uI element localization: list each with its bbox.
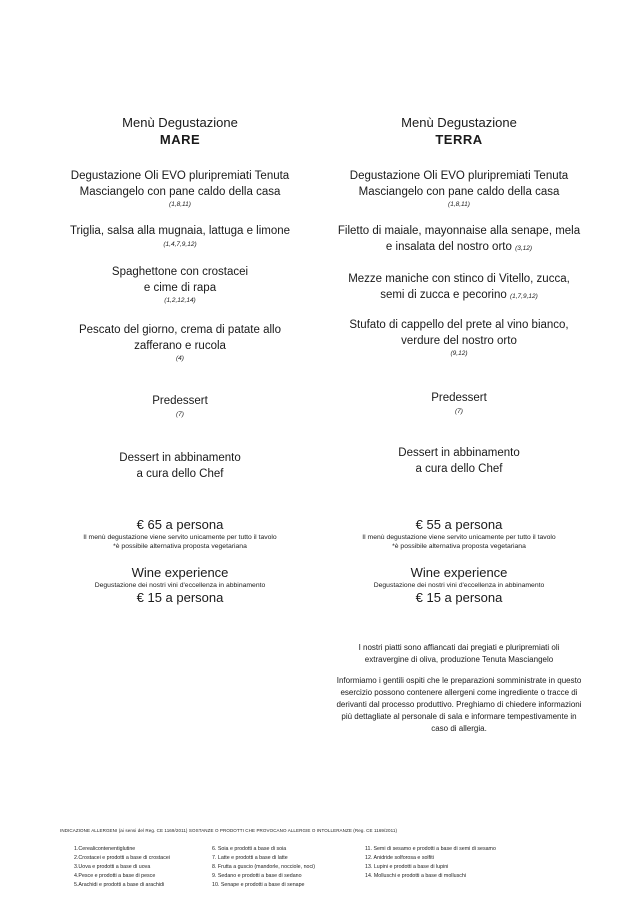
dessert-item: Dessert in abbinamento a cura dello Chef (119, 452, 241, 480)
allergen-codes: (7) (455, 407, 463, 415)
allergen-codes: (1,7,9,12) (509, 292, 538, 300)
allergen-legend-col-3 (365, 845, 496, 881)
wine-experience-title: Wine experience (410, 565, 508, 580)
legend-item: 12. Anidride solforosa e solfiti (365, 855, 434, 861)
allergen-codes: (9,12) (450, 350, 468, 357)
dish-item: Pescato del giorno, crema di patate allo zafferano e rucola (4) (41, 323, 319, 364)
dessert-item: Dessert in abbinamento a cura dello Chef (398, 447, 520, 475)
dish-item: Degustazione Oli EVO pluripremiati Tenuta Masciangelo con pane caldo della casa (1,8,11) (41, 169, 319, 210)
legend-item: 4.Pesce e prodotti a base di pesce (74, 873, 156, 879)
legend-item: 10. Senape e prodotti a base di senape (212, 882, 305, 888)
dish-item: Degustazione Oli EVO pluripremiati Tenuta Masciangelo con pane caldo della casa (1,8,11) (320, 169, 598, 210)
legend-item: 7. Latte e prodotti a base di latte (212, 855, 288, 861)
legend-item: 9. Sedano e prodotti a base di sedano (212, 873, 302, 879)
dish-item: Stufato di cappello del prete al vino bianco, verdure del nostro orto (9,12) (320, 318, 598, 359)
wine-experience-title: Wine experience (131, 565, 229, 580)
wine-price: € 15 a persona (136, 590, 224, 605)
menu-mare-title: Menù Degustazione (122, 115, 238, 130)
menu-terra-title: Menù Degustazione (401, 115, 517, 130)
menu-price-section: € 55 a persona Il menù degustazione viene servito unicamente per tutto il tavolo *è possibile alternativa proposta vegetariana (320, 517, 598, 551)
menu-price: € 55 a persona (415, 517, 503, 532)
wine-experience-section: Wine experience Degustazione dei nostri vini d'eccellenza in abbinamento € 15 a persona (320, 565, 598, 606)
allergen-legend-col-2 (212, 845, 315, 890)
allergen-codes: (7) (176, 410, 184, 418)
legend-item: 11. Semi di sesamo e prodotti a base di semi di sesamo (365, 846, 496, 852)
wine-experience-section: Wine experience Degustazione dei nostri vini d'eccellenza in abbinamento € 15 a persona (41, 565, 319, 606)
predessert-item: Predessert (7) (41, 394, 319, 420)
allergen-codes: (1,4,7,9,12) (163, 240, 197, 248)
menu-mare-subtitle: MARE (159, 132, 201, 147)
allergen-codes: (1,8,11) (448, 201, 470, 208)
olive-oil-note: I nostri piatti sono affiancati dai pregiati e pluripremiati oli extravergine di oliva, produzione Tenuta Masciangelo (358, 643, 560, 664)
menu-price-section: € 65 a persona Il menù degustazione viene servito unicamente per tutto il tavolo *è possibile alternativa proposta vegetariana (41, 517, 319, 551)
legend-item: 8. Frutta a guscio (mandorle, nocciole, noci) (212, 864, 316, 870)
dish-item: Spaghettone con crostacei e cime di rapa (1,2,12,14) (41, 265, 319, 306)
wine-price: € 15 a persona (415, 590, 503, 605)
allergen-codes: (4) (176, 355, 184, 362)
menu-terra-subtitle: TERRA (435, 132, 483, 147)
legend-item: 14. Molluschi e prodotti a base di molluschi (365, 873, 466, 879)
allergen-legend-col-1 (74, 845, 170, 890)
menu-mare-header (41, 114, 319, 148)
legend-item: 3.Uova e prodotti a base di uova (74, 864, 151, 870)
info-section (336, 642, 582, 744)
allergen-codes: (3,12) (515, 244, 533, 252)
legend-item: 1.Cerealicontenentiglutine (74, 846, 136, 852)
menu-price: € 65 a persona (136, 517, 224, 532)
menu-terra-header (320, 114, 598, 148)
predessert-item: Predessert (7) (320, 391, 598, 417)
allergen-codes: (1,8,11) (169, 201, 191, 208)
legend-item: 2.Crostacei e prodotti a base di crostacei (74, 855, 170, 861)
allergen-codes: (1,2,12,14) (164, 297, 196, 304)
legend-item: 5.Arachidi e prodotti a base di arachidi (74, 882, 165, 888)
legend-item: 6. Soia e prodotti a base di soia (212, 846, 287, 852)
dish-item: Filetto di maiale, mayonnaise alla senape, mela e insalata del nostro orto (3,12) (337, 225, 581, 253)
dish-item: Mezze maniche con stinco di Vitello, zucca, semi di zucca e pecorino (1,7,9,12) (348, 273, 570, 301)
allergen-legend-title: INDICAZIONE ALLERGENI (ai sensi del Reg. CE 1169/2011) SOSTANZE O PRODOTTI CHE PROVOCANO ALLERGIE O INTOLLERANZE (Reg. CE 1169/2011) (60, 828, 398, 833)
legend-item: 13. Lupini e prodotti a base di lupini (365, 864, 449, 870)
dish-item: Triglia, salsa alla mugnaia, lattuga e limone (1,4,7,9,12) (41, 224, 319, 250)
allergy-notice: Informiamo i gentili ospiti che le preparazioni somministrate in questo esercizio possono contenere allergeni come ingrediente o tracce di derivanti dal processo produttivo. Preghiamo di chiedere informazioni più dettagliate al personale di sala e informare tempestivamente in caso di allergia. (336, 676, 582, 733)
